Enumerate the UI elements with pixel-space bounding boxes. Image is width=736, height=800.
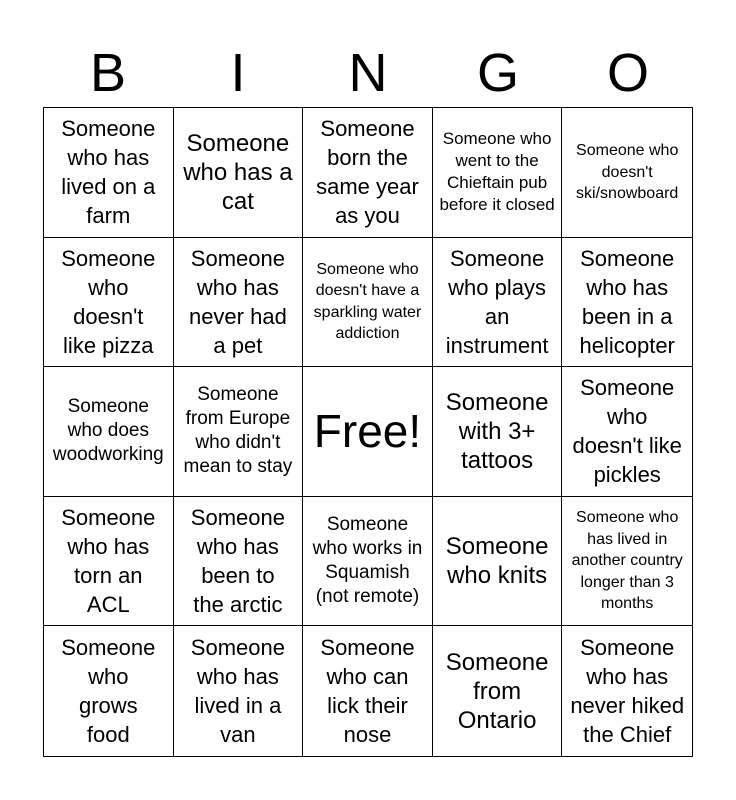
bingo-cell-label: Someone who doesn't have a sparkling water addiction [313,260,422,343]
bingo-cell-label: Someone who has never had a pet [188,245,287,358]
bingo-cell-label: Free! [313,405,422,458]
bingo-cell-free[interactable] [303,367,433,497]
bingo-cell[interactable] [303,108,433,238]
bingo-cell[interactable] [562,367,692,497]
bingo-cell[interactable] [433,108,563,238]
bingo-cell[interactable] [562,497,692,627]
header-letter-i: I [230,43,246,103]
bingo-cell[interactable] [433,497,563,627]
bingo-card-grid [43,107,693,757]
bingo-cell[interactable] [562,626,692,756]
bingo-cell-label: Someone who works in Squamish (not remote) [312,514,423,608]
bingo-cell-label: Someone from Europe who didn't mean to stay [183,384,293,478]
bingo-cell[interactable] [174,367,304,497]
bingo-cell[interactable] [44,626,174,756]
header-letter-b: B [89,43,127,103]
bingo-cell-label: Someone who doesn't like pickles [572,375,682,488]
bingo-header [43,40,693,106]
bingo-cell-label: Someone who plays an instrument [445,245,549,358]
header-letter-n: N [348,43,388,103]
bingo-cell-label: Someone who has never hiked the Chief [570,635,685,748]
bingo-cell-label: Someone who has lived in a van [190,635,285,748]
bingo-cell-label: Someone born the same year as you [316,116,419,229]
bingo-cell-label: Someone from Ontario [445,648,549,734]
bingo-cell-label: Someone who has lived in another country longer than 3 months [571,509,683,613]
bingo-cell[interactable] [44,108,174,238]
bingo-cell[interactable] [433,238,563,368]
bingo-cell-label: Someone who doesn't ski/snowboard [576,142,679,203]
bingo-cell[interactable] [44,497,174,627]
bingo-cell[interactable] [303,626,433,756]
bingo-cell-label: Someone who has been in a helicopter [579,245,675,358]
bingo-cell-label: Someone with 3+ tattoos [445,388,549,474]
bingo-cell-label: Someone who knits [445,533,549,590]
bingo-cell-label: Someone who has been to the arctic [190,505,285,618]
header-letter-g: G [476,43,519,103]
bingo-cell-label: Someone who grows food [61,635,156,748]
bingo-cell-label: Someone who doesn't like pizza [61,245,156,358]
bingo-cell-label: Someone who can lick their nose [320,635,415,748]
bingo-cell[interactable] [174,238,304,368]
bingo-cell[interactable] [174,108,304,238]
bingo-cell-label: Someone who has lived on a farm [61,116,156,229]
bingo-cell[interactable] [174,497,304,627]
bingo-cell-label: Someone who has a cat [183,129,293,215]
bingo-cell[interactable] [562,238,692,368]
bingo-cell-label: Someone who has torn an ACL [61,505,156,618]
bingo-cell[interactable] [433,626,563,756]
bingo-cell[interactable] [174,626,304,756]
bingo-cell-label: Someone who went to the Chieftain pub before it closed [439,129,555,215]
bingo-cell[interactable] [44,367,174,497]
bingo-cell[interactable] [562,108,692,238]
bingo-cell[interactable] [303,497,433,627]
bingo-cell-label: Someone who does woodworking [52,396,164,466]
bingo-cell[interactable] [303,238,433,368]
bingo-cell[interactable] [44,238,174,368]
header-letter-o: O [606,43,649,103]
bingo-cell[interactable] [433,367,563,497]
